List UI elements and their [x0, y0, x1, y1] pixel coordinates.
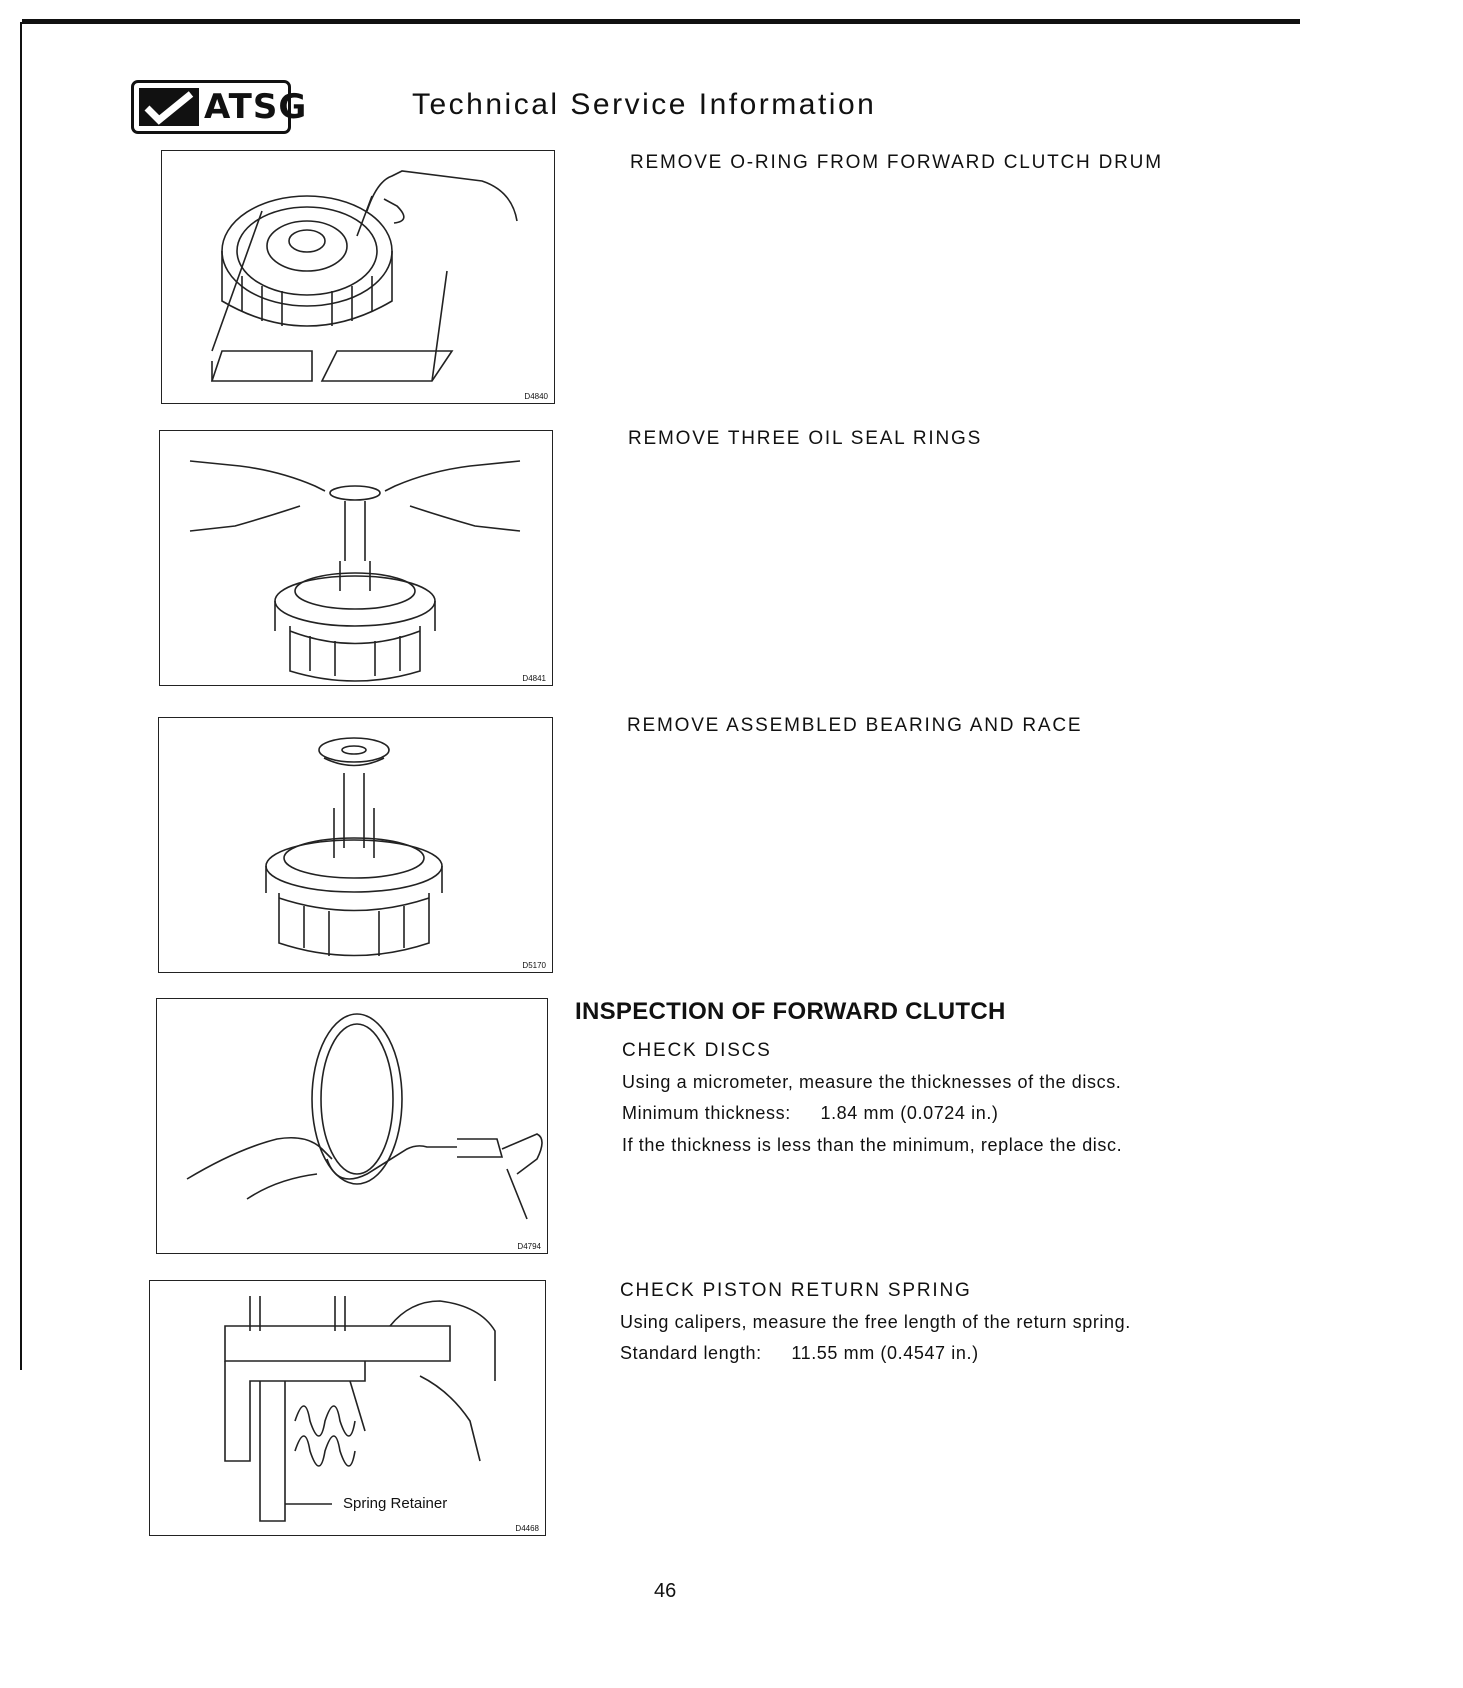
spec-label: Minimum thickness: [622, 1103, 791, 1123]
page-number: 46 [654, 1580, 677, 1602]
figure-code: D5170 [522, 961, 546, 970]
spring-retainer-callout: Spring Retainer [343, 1495, 448, 1512]
spring-spec [620, 1343, 979, 1364]
spec-value: 11.55 mm (0.4547 in.) [791, 1343, 979, 1363]
check-discs-note: If the thickness is less than the minimum, replace the disc. [622, 1135, 1123, 1155]
figure-code: D4840 [524, 392, 548, 401]
atsg-logo [131, 80, 308, 134]
left-rule [20, 22, 22, 1370]
logo-text: ATSG [204, 87, 308, 127]
check-discs-instruction: Using a micrometer, measure the thicknesses of the discs. [622, 1072, 1122, 1092]
step-remove-bearing: REMOVE ASSEMBLED BEARING AND RACE [627, 715, 1083, 736]
check-spring-instruction: Using calipers, measure the free length of the return spring. [620, 1312, 1131, 1332]
figure-disc-micrometer [156, 998, 548, 1254]
clutch-drum-illustration [162, 151, 556, 405]
figure-oring-removal [161, 150, 555, 404]
inspection-title: INSPECTION OF FORWARD CLUTCH [575, 998, 1006, 1025]
top-rule [22, 19, 1300, 24]
bearing-race-illustration [159, 718, 554, 974]
seal-rings-illustration [160, 431, 554, 687]
figure-seal-rings [159, 430, 553, 686]
figure-bearing-race [158, 717, 553, 973]
figure-code: D4841 [522, 674, 546, 683]
disc-spec [622, 1103, 999, 1124]
spec-value: 1.84 mm (0.0724 in.) [820, 1103, 999, 1123]
micrometer-illustration [157, 999, 549, 1255]
figure-code: D4794 [517, 1242, 541, 1251]
step-remove-oring: REMOVE O-RING FROM FORWARD CLUTCH DRUM [630, 152, 1163, 173]
check-discs-heading: CHECK DISCS [622, 1040, 772, 1061]
page-title: Technical Service Information [412, 88, 877, 121]
spec-label: Standard length: [620, 1343, 762, 1363]
step-remove-seal-rings: REMOVE THREE OIL SEAL RINGS [628, 428, 983, 449]
figure-code: D4468 [515, 1524, 539, 1533]
checkmark-icon [139, 88, 199, 126]
check-spring-heading: CHECK PISTON RETURN SPRING [620, 1280, 972, 1301]
figure-spring-calipers [149, 1280, 546, 1536]
